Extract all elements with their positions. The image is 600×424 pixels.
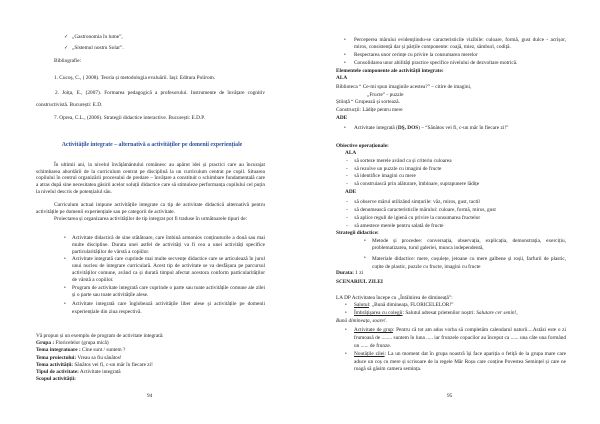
ala-line: „Fructe” - puzzle [367,92,404,98]
scenario-intro: LA DP Activitatea începe cu „Întâlnirea de dimineață”: [336,295,453,301]
section-heading: Activitățile integrate – alternativă a activităților pe domenii experiențiale [61,142,243,148]
field-label: Tema integratoare : [36,347,81,354]
list-item: Respectarea unor cerințe cu privire la consumarea merelor [354,52,478,58]
item-text: : La un moment dat în grupa noastră își face apariția o fetiță de la grupa mare care aduce un coș cu mere și scrisoare de la regele Măr Roșu care conține Povestea Semințel și care ne roagă să găsim camera semința. [354,351,566,373]
objective-text: să rezolve un puzzle cu imagini de fructe [354,165,442,172]
item-text: : Pentru că tot am adus vorba să completăm calendarul naturii....Astăzi este o zi frumoasă de ........ suntem în luna ..... iar frunzele copacilor au început ca ...... una câte una formând un ...... de frunze. [354,327,566,349]
field-label: Grupa : [36,340,55,346]
objective-text: să identifice imagini cu mere [354,173,416,180]
field-type [36,369,153,376]
bullet-icon: • [345,303,347,308]
paragraph: Curriculum actual impune activitățile integrate ca tip de activitate didactică alternativă pentru activitățile pe domenii experiențiale sau pe categorii de activitate. [36,202,265,215]
page-number: 95 [447,393,453,399]
bullet-icon: • [364,256,366,261]
activity-fields [36,340,153,384]
obj-ade-label: ADE [345,189,357,195]
text: Activitate integrată ( [354,125,398,131]
checklist-item: „Sistemul nostru Solar”. [72,45,124,51]
objective-item: - să denumească caracteristicile mărului: culoare, formă, miros, gust [346,207,496,213]
item-label: Salutul [354,302,370,308]
field-value: Sănătos vei fi, c-un măr în fiecare zi! [73,361,153,368]
paragraph: În ultimii ani, la nivelul învățământului românesc au apărut idei și practici care au încurajat schimbarea abordării de la curriculum centrat pe disciplină la un curriculum centrat pe copil. Situarea copilului în centrul organizării procesului de predare – învățare a constituit o schimbare fundamentală care a atras după sine necesitatea găsirii acelor soluții didactice care să stimuleze performanța copilului cel puțin la nivelul descris de potențialul său. [36,162,265,195]
list-item: Activitate integrată care cuprinde mai multe secvențe didactice care se articulează în jurul unui nucleu de integrare curriculară. Acest tip de activitate se va desfășura pe parcursul activităților comune, având ca și durată timpul afectat acestora conform particularităților de vârstă a copiilor. [72,256,265,283]
objective-item: - să aplice reguli de igienă cu privire la consumarea fructelor [346,215,481,221]
page-95 [300,0,600,424]
list-item: Activitate integrată care înglobează activitățile liber alese și activitățile pe domenii experiențiale din ziua respectivă. [72,301,265,315]
strategy-item: Materiale didactice: mere, coșulețe, jetoane cu mere galbene și roșii, farfurii de plastic, cuțite de plastic, puzzle cu fructe, imagini cu fructe [372,256,566,270]
objective-text: să sorteze merele având ca și criteriu culoarea [354,158,452,164]
scenario-greeting: Bună dimineața, soare!. [336,318,388,324]
objective-text: să observe mărul utilizând simțurile: văz, miros, gust, tactil [354,199,480,205]
scenario-imbratisare [354,310,518,317]
bullet-icon: • [64,286,66,291]
field-value: Cine sunt / suntem ? [80,347,126,354]
objectives-title: Obiective operaționale: [336,143,389,149]
field-theme [36,347,153,354]
scenario-activitate [354,327,566,351]
objective-item: - să rezolve un puzzle cu imagini de fructe [346,165,442,172]
field-value: Floricelelor (grupa mică) [54,340,109,346]
intro-text: Vă propun și un exemplu de program de activitate integrată: [36,333,164,339]
bullet-icon: • [344,38,346,43]
objective-text: să construiască prin alăturare, îmbinare, suprapunere lădițe [354,181,480,188]
strategy-item: Metode și procedee: conversația, observația, explicația, demonstrația, exercițiu, problematizarea, turul galeriei, munca independentă, [372,238,566,252]
bullet-icon: • [344,126,346,131]
duration [336,270,363,277]
ade-label: ADE [336,115,348,121]
field-label: Tema proiectului: [36,354,77,361]
ade-activity [354,125,508,132]
field-activity-theme [36,362,153,369]
bibliography-label: Bibliografie: [54,58,82,64]
objective-item: - să amestece merele pentru salată de fructe [346,223,444,229]
ala-line: Biblioteca “ Ce-mi spun imaginile acestea?” – citire de imagini, [336,84,472,90]
item-label: Activitate de grup [354,327,393,333]
objective-item: - să identifice imagini cu mere [346,173,416,180]
check-icon: ✓ [64,35,69,40]
scenario-salut [354,302,453,309]
obj-ade-list [346,198,496,230]
bullet-icon: • [345,352,347,357]
field-project [36,355,153,362]
list-item: Activitate didactică de sine stătătoare, care îmbină armonios conținuturile a două sau mai multe discipline. Durata unei astfel de activități va fi cea a unei activități specifice particularităților de vârstă a copiilor. [72,235,265,255]
objective-text: să denumească caracteristicile mărului: culoare, formă, miros, gust [354,207,496,213]
page-number: 94 [147,393,153,399]
duration-label: Durata: [336,270,354,276]
text: ) – “Sănătos vei fi, c-un măr în fiecare zi!” [418,125,509,131]
list-item: Perceperea mărului evidențiindu-se caracteristicile vizibile: culoare, formă, gust dulce - acrișor, miros, consistență dar și părțile componente: coajă, miez, sâmburi, codiță. [354,37,566,51]
scenario-noutati [354,351,566,374]
field-value: Vreau sa fiu sănătos! [76,354,122,361]
bullet-icon: • [345,311,347,316]
strategies-title: Strategii didactice: [336,230,379,236]
item-label: Îmbrățișarea cu colegii [354,310,403,316]
field-label: Tema activității: [36,361,74,368]
components-title: Elementele componente ale activității integrate: [336,68,444,74]
field-group [36,340,153,347]
bullet-icon: • [364,239,366,244]
bullet-icon: • [344,53,346,58]
reference: 1. Cucoș, C., ( 2008). Teoria și metodologia evaluării. Iași: Editura Polirom. [54,75,216,81]
ala-line: Construcții: Lădițe pentru mere [336,107,403,113]
reference: 7. Oprea, C.L., (2006). Strategii didactice interactive. București: E.D.P. [54,115,205,121]
bullet-icon: • [345,328,347,333]
obj-ala-list [346,158,479,189]
field-value: Activitate integrată [78,369,121,376]
objective-item: - să construiască prin alăturare, îmbinare, suprapunere lădițe [346,181,480,188]
reference: 2. Joița, E., (2007). Formarea pedagogică a profesorului. Instrumente de învățare cognitiv constructivistă. București: E.D. [36,90,265,108]
field-label: Scopul activității: [36,376,76,383]
bullet-icon: • [64,257,66,262]
field-purpose [36,376,153,383]
bullet-icon: • [64,302,66,307]
field-label: Tipul de activitate: [36,369,79,376]
objective-item: - să observe mărul utilizând simțurile: văz, miros, gust, tactil [346,199,480,205]
item-text: : Salutul adresat prietenilor noștri: [402,310,477,316]
objective-item: - să sorteze merele având ca și criteriu culoarea [346,158,452,164]
checklist-item: „Gastronomia în lume”, [72,34,123,40]
item-italic: Salutare cer senin!, [476,310,518,316]
list-item: Consolidarea unor abilități practice specifice nivelului de dezvoltare motrică. [354,60,518,66]
text-bold: DŞ, DOS [397,125,419,131]
duration-value: 1 zi [353,270,364,276]
item-label: Noutățile zilei [354,351,385,357]
scenario-title: SCENARIUL ZILEI [336,279,383,285]
objective-text: să amestece merele pentru salată de fructe [354,223,444,229]
obj-ala-label: ALA [345,150,357,156]
bullet-icon: • [64,236,66,241]
objective-text: să aplice reguli de igienă cu privire la consumarea fructelor [354,215,481,221]
ala-label: ALA [336,75,348,81]
paragraph: Proiectarea și organizarea activităților de tip integrat pot fi traduse în următoarele tipuri de: [54,216,248,222]
item-text: : „Bună dimineața, FLORICELELOR!” [369,302,454,308]
bullet-icon: • [344,61,346,66]
list-item: Program de activitate integrată care cuprinde o parte sau toate activitățile comune ale zilei și o parte sau toate activitățile alese. [72,285,265,298]
check-icon: ✓ [64,46,69,51]
ala-line: Știință “ Grupează și sortează. [336,99,400,105]
